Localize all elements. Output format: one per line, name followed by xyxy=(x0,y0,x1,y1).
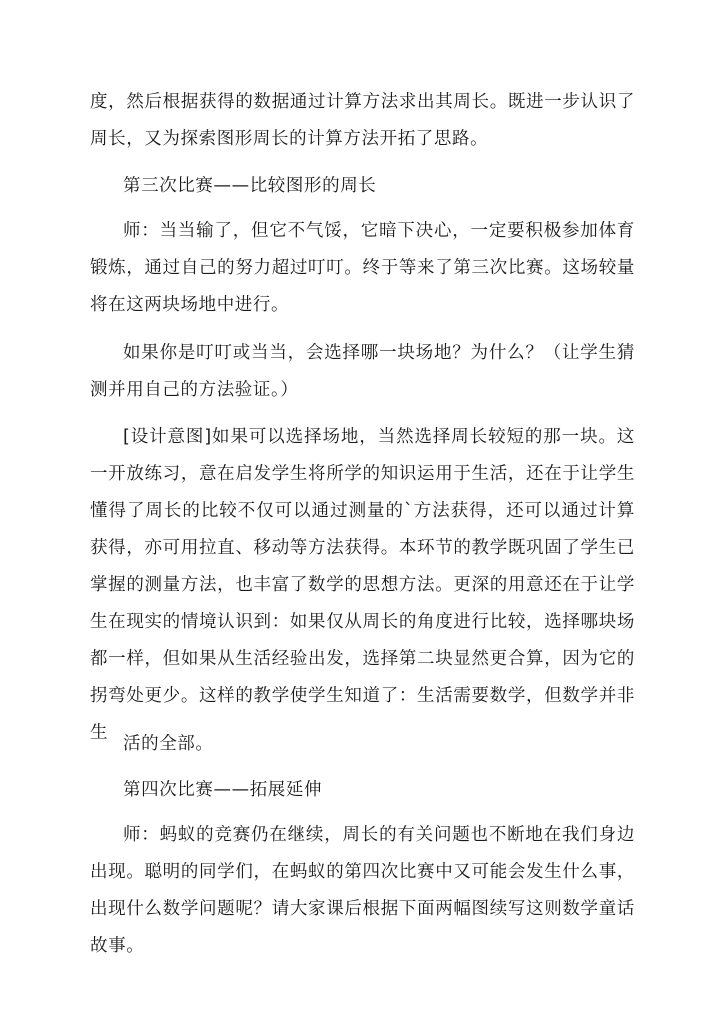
paragraph-question-choose-field: 如果你是叮叮或当当，会选择哪一块场地？为什么？（让学生猜测并用自己的方法验证。） xyxy=(90,343,635,400)
paragraph-teacher-third-contest: 师：当当输了，但它不气馁，它暗下决心，一定要积极参加体育锻炼，通过自己的努力超过叮叮。终于等来了第三次比赛。这场较量将在这两块场地中进行。 xyxy=(90,221,635,315)
paragraph-design-intent-tail: 活的全部。 xyxy=(123,734,214,754)
section-heading-third-contest: 第三次比赛——比较图形的周长 xyxy=(123,176,377,196)
section-heading-fourth-contest: 第四次比赛——拓展延伸 xyxy=(123,780,323,800)
paragraph-design-intent: [设计意图]如果可以选择场地，当然选择周长较短的那一块。这一开放练习，意在启发学生将所学的知识运用于生活，还在于让学生懂得了周长的比较不仅可以通过测量的`方法获得，还可以通过计算获得，亦可用拉直、移动等方法获得。本环节的教学既巩固了学生已掌握的测量方法，也丰富了数学的思想方法。更深的用意还在于让学生在现实的情境认识到：如果仅从周长的角度进行比较，选择哪块场都一样，但如果从生活经验出发，选择第二块显然更合算，因为它的拐弯处更少。这样的教学使学生知道了：生活需要数学，但数学并非生 xyxy=(90,427,635,743)
paragraph-teacher-fourth-contest: 师：蚂蚁的竞赛仍在继续，周长的有关问题也不断地在我们身边出现。聪明的同学们，在蚂蚁的第四次比赛中又可能会发生什么事，出现什么数学问题呢？请大家课后根据下面两幅图续写这则数学童话故事。 xyxy=(90,825,635,956)
paragraph-intro-continuation: 度，然后根据获得的数据通过计算方法求出其周长。既进一步认识了周长，又为探索图形周长的计算方法开拓了思路。 xyxy=(90,92,635,149)
